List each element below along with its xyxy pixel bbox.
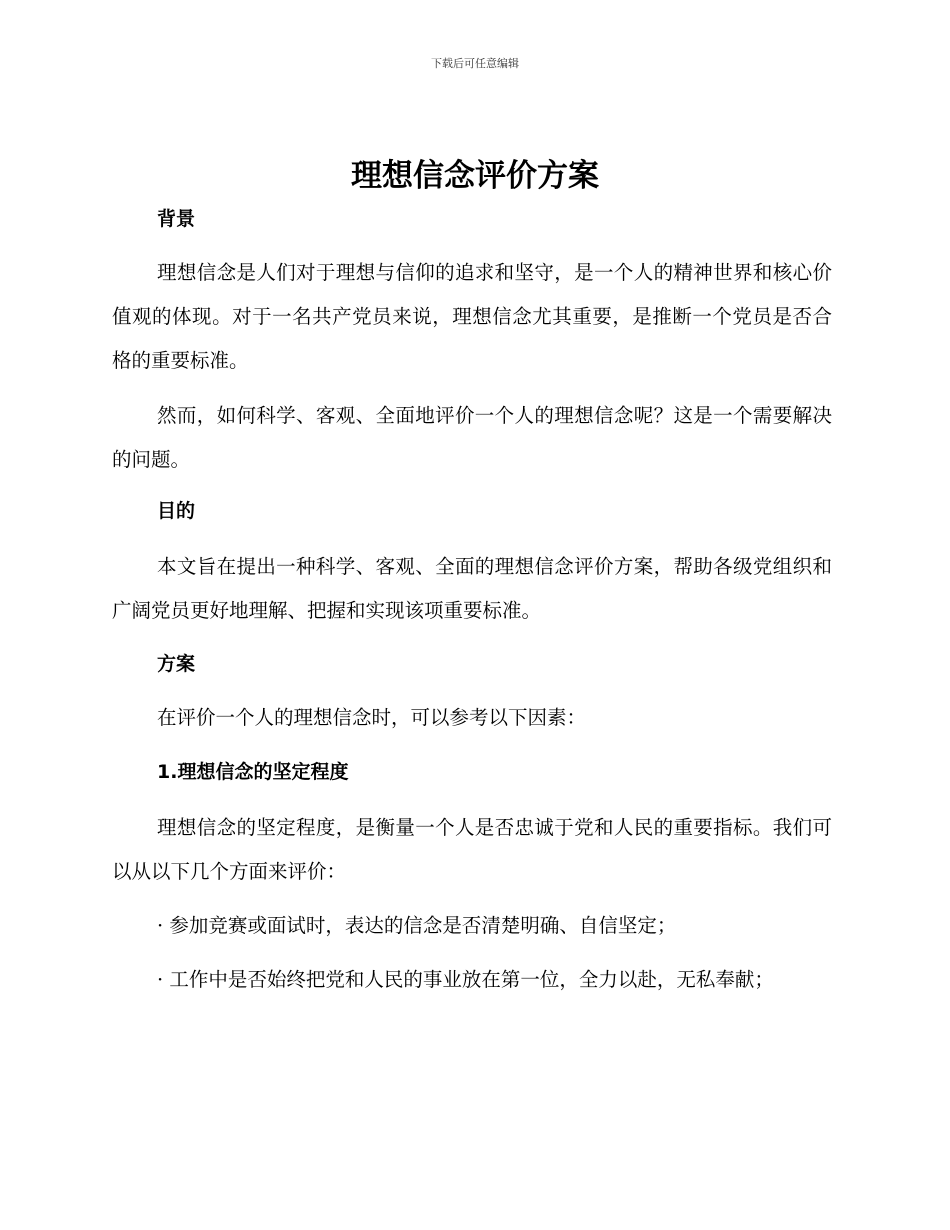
section-heading-plan: 方案 [157, 653, 196, 675]
bullet-item-1: · 参加竞赛或面试时，表达的信念是否清楚明确、自信坚定； [157, 914, 677, 937]
plan-paragraph-1: 在评价一个人的理想信念时，可以参考以下因素： [157, 706, 587, 729]
subheading-item-1: 1.理想信念的坚定程度 [157, 761, 349, 783]
document-title: 理想信念评价方案 [351, 158, 599, 194]
section-heading-purpose: 目的 [157, 500, 196, 522]
bullet-item-2: · 工作中是否始终把党和人民的事业放在第一位，全力以赴，无私奉献； [157, 968, 774, 991]
purpose-paragraph-1: 本文旨在提出一种科学、客观、全面的理想信念评价方案，帮助各级党组织和广阔党员更好地理解、把握和实现该项重要标准。 [112, 555, 832, 622]
background-paragraph-2: 然而，如何科学、客观、全面地评价一个人的理想信念呢？这是一个需要解决的问题。 [112, 404, 832, 471]
item-1-paragraph: 理想信念的坚定程度，是衡量一个人是否忠诚于党和人民的重要指标。我们可以从以下几个方面来评价： [112, 816, 832, 883]
section-heading-background: 背景 [157, 208, 196, 230]
background-paragraph-1: 理想信念是人们对于理想与信仰的追求和坚守，是一个人的精神世界和核心价值观的体现。对于一名共产党员来说，理想信念尤其重要，是推断一个党员是否合格的重要标准。 [112, 261, 832, 372]
header-note: 下载后可任意编辑 [431, 57, 519, 70]
